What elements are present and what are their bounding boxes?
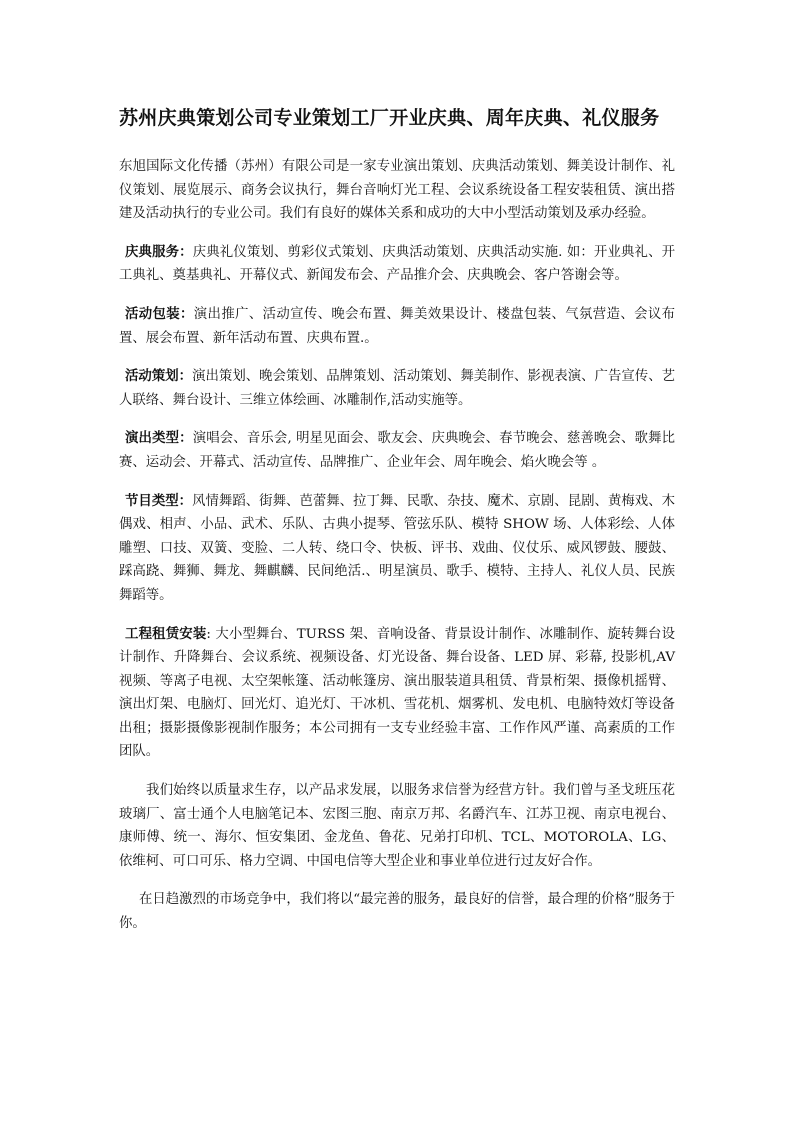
section-label: 工程租赁安装 [125, 626, 207, 642]
section-performance-types [119, 427, 675, 474]
section-program-types [119, 490, 675, 608]
section-text: 风情舞蹈、街舞、芭蕾舞、拉丁舞、民歌、杂技、魔术、京剧、昆剧、黄梅戏、木偶戏、相声、小品、武术、乐队、古典小提琴、管弦乐队、模特 SHOW 场、人体彩绘、人体雕塑、口技、双簧、变脸、二人转、绕口令、快板、评书、戏曲、仪仗乐、威风锣鼓、腰鼓、踩高跷、舞狮、舞龙、舞麒麟、民间绝活.、明星演员、歌手、模特、主持人、礼仪人员、民族舞蹈等。 [119, 493, 675, 603]
section-label: 活动包装： [125, 306, 194, 322]
section-text: : 大小型舞台、TURSS 架、音响设备、背景设计制作、冰雕制作、旋转舞台设计制作、升降舞台、会议系统、视频设备、灯光设备、舞台设备、LED 屏、彩幕, 投影机,AV 视频、等离子电视、太空架帐篷、活动帐篷房、演出服装道具租赁、背景桁架、摄像机摇臂、演出灯架、电脑灯、回光灯、追光灯、干冰机、雪花机、烟雾机、发电机、电脑特效灯等设备出租；摄影摄像影视制作服务；本公司拥有一支专业经验丰富、工作作风严谨、高素质的工作团队。 [119, 626, 676, 760]
section-event-packaging [119, 303, 675, 350]
section-label: 活动策划： [125, 369, 193, 385]
section-text: 演出推广、活动宣传、晚会布置、舞美效果设计、楼盘包装、气氛营造、会议布置、展会布置、新年活动布置、庆典布置.。 [119, 306, 675, 346]
intro-paragraph: 东旭国际文化传播（苏州）有限公司是一家专业演出策划、庆典活动策划、舞美设计制作、礼仪策划、展览展示、商务会议执行，舞台音响灯光工程、会议系统设备工程安装租赁、演出搭建及活动执行的专业公司。我们有良好的媒体关系和成功的大中小型活动策划及承办经验。 [119, 159, 675, 222]
section-label: 庆典服务： [125, 244, 193, 260]
section-text: 演唱会、音乐会, 明星见面会、歌友会、庆典晚会、春节晚会、慈善晚会、歌舞比赛、运动会、开幕式、活动宣传、品牌推广、企业年会、周年晚会、焰火晚会等 。 [119, 431, 675, 470]
section-celebration-services [119, 241, 675, 288]
section-text: 庆典礼仪策划、剪彩仪式策划、庆典活动策划、庆典活动实施. 如：开业典礼、开工典礼、奠基典礼、开幕仪式、新闻发布会、产品推介会、庆典晚会、客户答谢会等。 [119, 244, 675, 284]
section-text: 演出策划、晚会策划、品牌策划、活动策划、舞美制作、影视表演、广告宣传、艺人联络、舞台设计、三维立体绘画、冰雕制作,活动实施等。 [119, 369, 675, 408]
section-equipment-rental [119, 623, 675, 765]
closing-paragraph-1: 我们始终以质量求生存，以产品求发展，以服务求信誉为经营方针。我们曾与圣戈班压花玻璃厂、富士通个人电脑笔记本、宏图三胞、南京万邦、名爵汽车、江苏卫视、南京电视台、康师傅、统一、海尔、恒安集团、金龙鱼、鲁花、兄弟打印机、TCL、MOTOROLA、LG、依维柯、可口可乐、格力空调、中国电信等大型企业和事业单位进行过友好合作。 [119, 783, 675, 869]
closing-paragraph-2: 在日趋激烈的市场竞争中，我们将以“最完善的服务，最良好的信誉，最合理的价格”服务于你。 [119, 892, 675, 932]
section-event-planning [119, 365, 675, 412]
section-label: 演出类型： [125, 431, 193, 447]
section-label: 节目类型： [125, 493, 193, 509]
document-page [119, 96, 675, 951]
document-title: 苏州庆典策划公司专业策划工厂开业庆典、周年庆典、礼仪服务 [119, 107, 660, 129]
